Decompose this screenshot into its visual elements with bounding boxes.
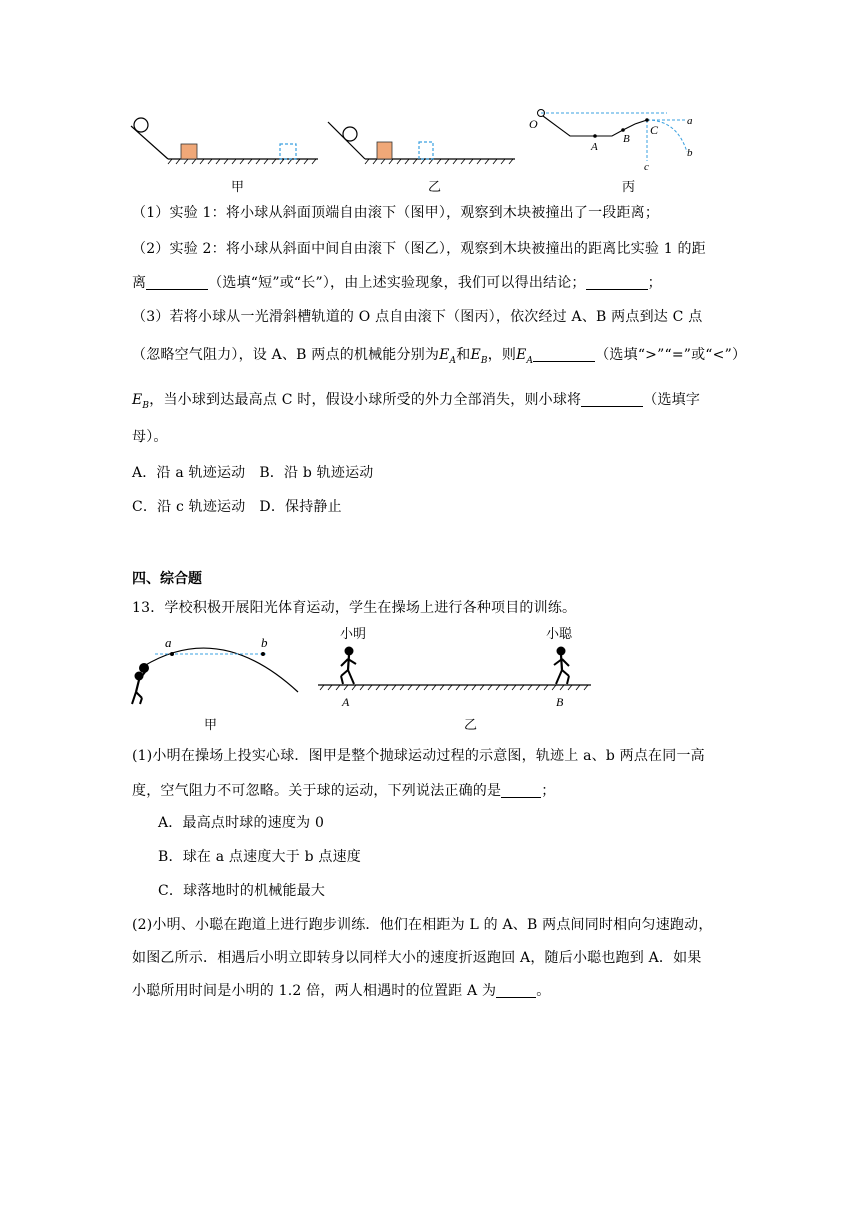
q13-part2a: (2)小明、小聪在跑道上进行跑步训练．他们在相距为 L 的 A、B 两点间同时相向匀速跑动，: [132, 917, 713, 933]
part-3a: （3）若将小球从一光滑斜槽轨道的 O 点自由滚下（图丙），依次经过 A、B 两点到达 C 点: [132, 309, 703, 325]
answer-blank-3[interactable]: [533, 347, 595, 362]
section-title: 四、综合题: [132, 571, 202, 587]
option-a: A．沿 a 轨迹运动 B．沿 b 轨迹运动: [132, 465, 374, 481]
figure-yi: [325, 112, 520, 167]
label-b: b: [687, 147, 693, 159]
q13-option-a: A．最高点时球的速度为 0: [158, 815, 325, 831]
part-1: （1）实验 1：将小球从斜面顶端自由滚下（图甲），观察到木块被撞出了一段距离；: [132, 205, 660, 221]
q13-part1a: (1)小明在操场上投实心球．图甲是整个抛球运动过程的示意图，轨迹上 a、b 两点在同一高: [132, 748, 705, 764]
figure-jia: [128, 112, 323, 167]
answer-blank-1[interactable]: [146, 275, 208, 290]
figure-bing-caption: 丙: [622, 180, 636, 195]
label-xiaocong: 小聪: [546, 626, 573, 641]
figure-throw-caption: 甲: [204, 718, 218, 733]
option-c: C．沿 c 轨迹运动 D．保持静止: [132, 499, 342, 515]
q13-stem: 13．学校积极开展阳光体育运动，学生在操场上进行各种项目的训练。: [132, 600, 577, 616]
q13-option-c: C．球落地时的机械能最大: [158, 883, 326, 899]
q13-option-b: B．球在 a 点速度大于 b 点速度: [158, 849, 361, 865]
part-2a: （2）实验 2：将小球从斜面中间自由滚下（图乙），观察到木块被撞出的距离比实验 1 的距: [132, 241, 706, 257]
label-a: a: [687, 115, 693, 127]
figure-throw: [130, 630, 302, 710]
answer-blank-4[interactable]: [581, 392, 643, 407]
part-2b: 离 （选填“短”或“长”），由上述实验现象，我们可以得出结论； ；: [132, 275, 662, 291]
figure-runners: [316, 624, 596, 712]
answer-blank-2[interactable]: [586, 275, 648, 290]
answer-blank-5[interactable]: [501, 783, 541, 798]
figure-jia-caption: 甲: [231, 180, 245, 195]
q13-part2b: 如图乙所示．相遇后小明立即转身以同样大小的速度折返跑回 A，随后小聪也跑到 A．如果: [132, 950, 702, 966]
label-a-jia: a: [165, 635, 172, 650]
label-B-yi: B: [556, 695, 564, 709]
figure-yi-caption: 乙: [428, 180, 442, 195]
label-C: C: [650, 123, 659, 137]
label-A-yi: A: [342, 695, 350, 709]
label-B: B: [623, 133, 630, 145]
q13-part1b: 度，空气阻力不可忽略。关于球的运动，下列说法正确的是 ；: [132, 783, 556, 799]
part-3d: 母）。: [132, 429, 168, 445]
figure-bing: [527, 106, 702, 178]
label-xiaoming: 小明: [340, 626, 367, 641]
label-O: O: [529, 117, 538, 131]
part-3c: $E_B$，当小球到达最高点 C 时，假设小球所受的外力全部消失，则小球将 （选填字: [132, 392, 701, 411]
label-c: c: [644, 161, 649, 173]
label-A: A: [591, 141, 598, 153]
q13-part2c: 小聪所用时间是小明的 1.2 倍，两人相遇时的位置距 A 为 。: [132, 983, 551, 999]
label-b-jia: b: [261, 635, 268, 650]
answer-blank-6[interactable]: [496, 983, 536, 998]
figure-runners-caption: 乙: [464, 718, 478, 733]
part-3b: （忽略空气阻力），设 A、B 两点的机械能分别为$E_A$和$E_B$，则$E_A$ （选填“>”“=”或“<”）: [132, 347, 747, 366]
